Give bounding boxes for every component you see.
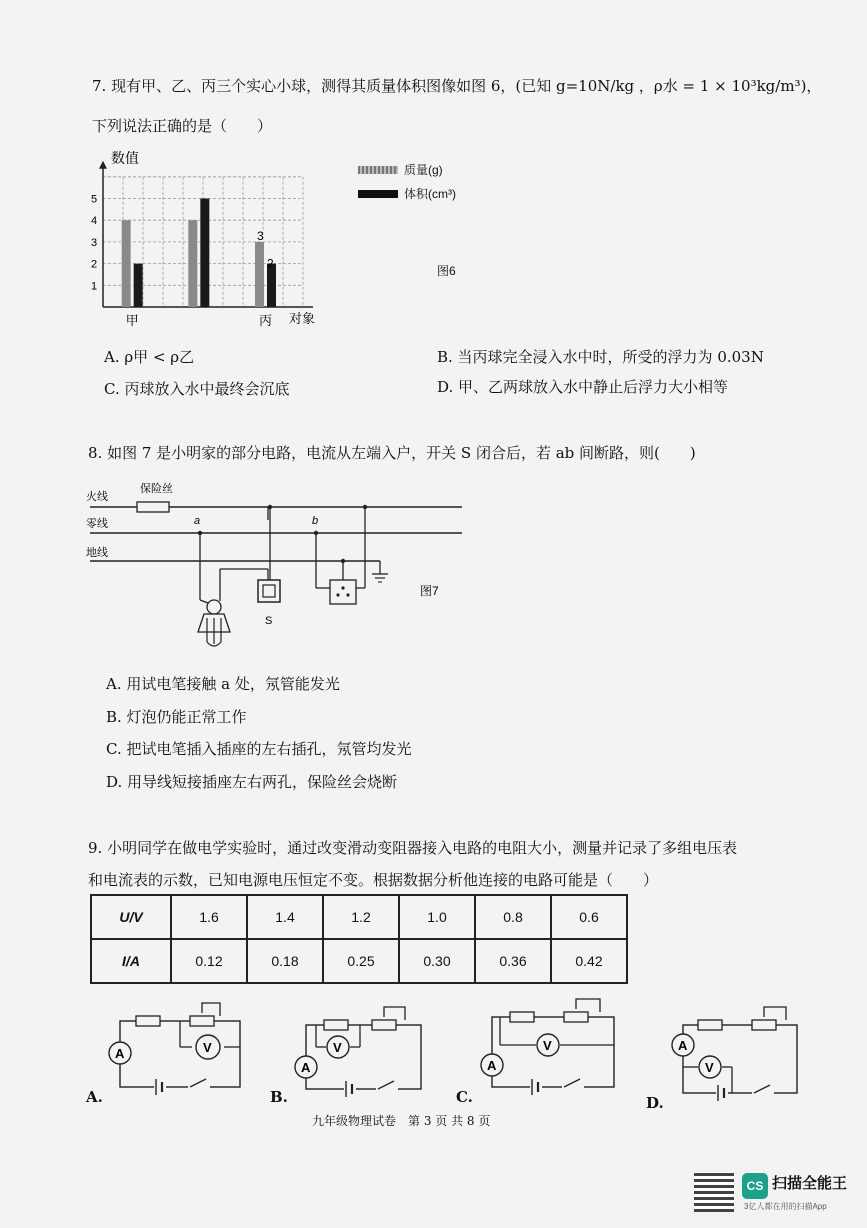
table-cell: 1.6 bbox=[171, 895, 247, 939]
circuit-d bbox=[672, 1007, 797, 1101]
neutral-label: 零线 bbox=[86, 518, 108, 530]
page-footer: 九年级物理试卷 第 3 页 共 8 页 bbox=[312, 1114, 491, 1128]
circuit-b-ammeter: A bbox=[301, 1060, 311, 1075]
chart-ticks bbox=[91, 194, 274, 329]
table-cell: 1.2 bbox=[323, 895, 399, 939]
circuit-a-label: A. bbox=[86, 1088, 103, 1106]
switch-s-label: S bbox=[265, 615, 273, 627]
x-tick-label: 甲 bbox=[125, 313, 139, 328]
q7-option-d: D. 甲、乙两球放入水中静止后浮力大小相等 bbox=[437, 378, 729, 396]
q9-stem-line1: 9. 小明同学在做电学实验时，通过改变滑动变阻器接入电路的电阻大小，测量并记录了多组电压表 bbox=[88, 839, 738, 857]
chart-bars bbox=[122, 199, 276, 308]
circuit-c-ammeter: A bbox=[487, 1058, 497, 1073]
bar-0-0 bbox=[122, 220, 131, 307]
point-b-label: b bbox=[312, 515, 319, 527]
circuit-b-label: B. bbox=[270, 1088, 288, 1106]
figure-6-label: 图6 bbox=[437, 264, 456, 278]
figure-7-circuit bbox=[80, 470, 480, 660]
circuit-b bbox=[295, 1007, 421, 1097]
q7-option-a: A. ρ甲 < ρ乙 bbox=[104, 348, 195, 366]
figure-6-chart bbox=[85, 145, 345, 335]
qr-code-icon bbox=[694, 1172, 734, 1212]
scanner-brand: 扫描全能王 bbox=[772, 1175, 848, 1192]
chart-xlabel: 对象 bbox=[289, 311, 316, 326]
legend-label-volume: 体积(cm³) bbox=[404, 187, 456, 201]
q8-stem: 8. 如图 7 是小明家的部分电路，电流从左端入户，开关 S 闭合后，若 ab 间断路，则( ) bbox=[88, 444, 696, 462]
bar-0-1 bbox=[134, 264, 143, 307]
y-tick-label: 1 bbox=[91, 280, 98, 293]
table-row bbox=[91, 939, 627, 983]
circuit-b-voltmeter: V bbox=[333, 1040, 342, 1055]
circuit-d-label: D. bbox=[646, 1094, 664, 1112]
table-cell: 0.25 bbox=[323, 939, 399, 983]
lamp-socket bbox=[207, 600, 221, 614]
bar-2-0 bbox=[255, 242, 264, 307]
bar-1-0 bbox=[188, 220, 197, 307]
table-header-cell: U/V bbox=[91, 895, 171, 939]
table-row bbox=[91, 895, 627, 939]
q7-option-c: C. 丙球放入水中最终会沉底 bbox=[104, 380, 290, 398]
q8-option-c: C. 把试电笔插入插座的左右插孔，氖管均发光 bbox=[106, 740, 412, 758]
circuit-a-ammeter: A bbox=[115, 1046, 125, 1061]
circuit-d-ammeter: A bbox=[678, 1038, 688, 1053]
circuit-a-voltmeter: V bbox=[203, 1040, 212, 1055]
fuse-symbol bbox=[137, 502, 169, 512]
figure-7-label: 图7 bbox=[420, 584, 439, 598]
circuit-a bbox=[109, 1003, 240, 1095]
scanner-tagline: 3亿人都在用的扫描App bbox=[744, 1202, 827, 1211]
q9-stem-line2: 和电流表的示数，已知电源电压恒定不变。根据数据分析他连接的电路可能是（ ） bbox=[88, 871, 659, 889]
socket-box bbox=[330, 580, 356, 604]
y-tick-label: 4 bbox=[91, 215, 98, 228]
table-cell: 0.8 bbox=[475, 895, 551, 939]
q7-stem-line1: 7. 现有甲、乙、丙三个实心小球，测得其质量体积图像如图 6，(已知 g=10N/kg ，ρ水 = 1 × 10³kg/m³)， bbox=[92, 77, 822, 95]
q7-option-b: B. 当丙球完全浸入水中时，所受的浮力为 0.03N bbox=[437, 348, 764, 366]
table-cell: 1.0 bbox=[399, 895, 475, 939]
point-a-label: a bbox=[194, 515, 201, 527]
chart-ylabel: 数值 bbox=[111, 150, 139, 166]
bar-1-1 bbox=[200, 199, 209, 308]
circuit-c-label: C. bbox=[456, 1088, 473, 1106]
y-tick-label: 3 bbox=[91, 236, 98, 249]
legend-label-mass: 质量(g) bbox=[404, 163, 443, 177]
circuit-c-voltmeter: V bbox=[543, 1038, 552, 1053]
y-tick-label: 2 bbox=[91, 258, 98, 271]
live-label: 火线 bbox=[86, 491, 108, 503]
y-tick-label: 5 bbox=[91, 193, 98, 206]
table-cell: 1.4 bbox=[247, 895, 323, 939]
table-cell: 0.36 bbox=[475, 939, 551, 983]
y-axis-arrow bbox=[99, 161, 107, 169]
circuit-d-voltmeter: V bbox=[705, 1060, 714, 1075]
scanner-logo-icon: CS bbox=[742, 1173, 768, 1199]
legend-swatch-volume bbox=[358, 190, 398, 198]
ground-label: 地线 bbox=[86, 547, 108, 559]
table-cell: 0.30 bbox=[399, 939, 475, 983]
table-header-cell: I/A bbox=[91, 939, 171, 983]
data-label-volume: 2 bbox=[267, 256, 274, 271]
q7-stem-line2: 下列说法正确的是（ ） bbox=[92, 117, 273, 135]
q9-data-table bbox=[90, 894, 628, 984]
table-cell: 0.42 bbox=[551, 939, 627, 983]
x-tick-label: 丙 bbox=[259, 313, 273, 328]
table-cell: 0.12 bbox=[171, 939, 247, 983]
fuse-label: 保险丝 bbox=[140, 483, 173, 495]
table-cell: 0.6 bbox=[551, 895, 627, 939]
circuit-c bbox=[481, 999, 614, 1095]
q8-option-d: D. 用导线短接插座左右两孔，保险丝会烧断 bbox=[106, 773, 398, 791]
table-cell: 0.18 bbox=[247, 939, 323, 983]
q8-option-a: A. 用试电笔接触 a 处，氖管能发光 bbox=[106, 675, 340, 693]
data-label-mass: 3 bbox=[257, 228, 264, 243]
legend-swatch-mass bbox=[358, 166, 398, 174]
q8-option-b: B. 灯泡仍能正常工作 bbox=[106, 708, 247, 726]
switch-s-box bbox=[258, 580, 280, 602]
